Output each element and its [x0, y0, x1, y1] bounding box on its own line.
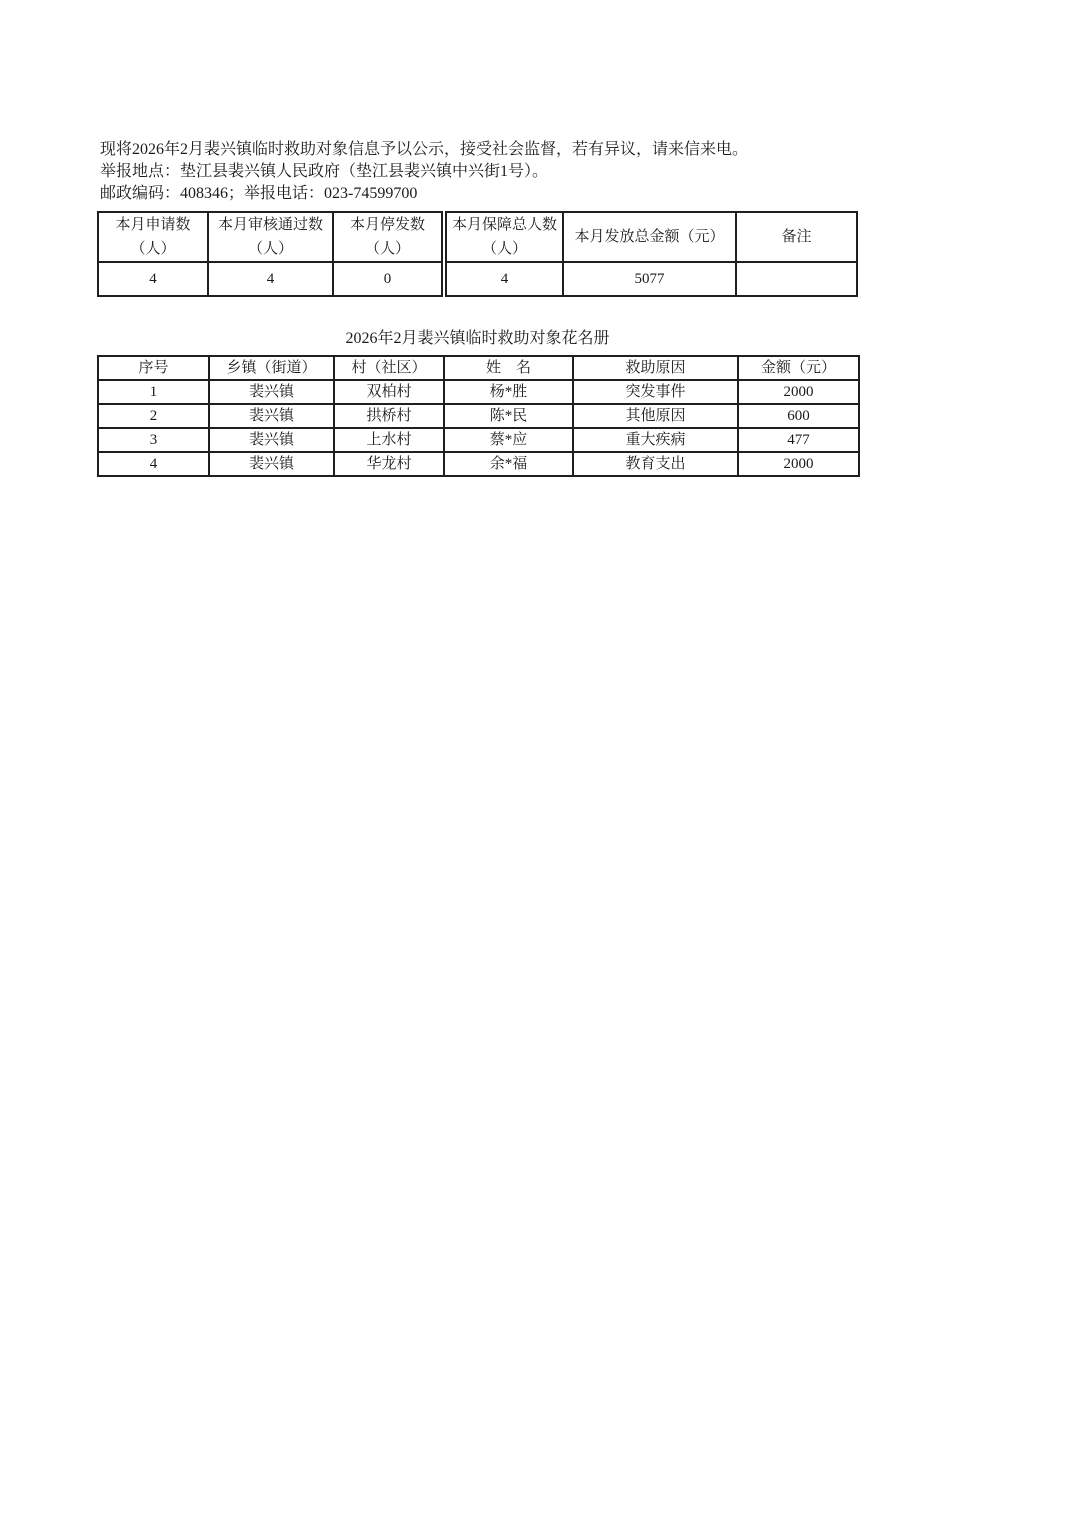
roster-cell-reason: 重大疾病: [573, 428, 738, 452]
summary-value-remarks: [736, 262, 857, 296]
roster-header-row: [98, 356, 859, 380]
roster-title: 2026年2月裴兴镇临时救助对象花名册: [345, 330, 610, 347]
roster-row: [98, 452, 859, 476]
roster-row: [98, 428, 859, 452]
summary-header-row: [98, 212, 857, 262]
roster-cell-town: 裴兴镇: [209, 428, 334, 452]
roster-row: [98, 380, 859, 404]
summary-header-total-amount: 本月发放总金额（元）: [563, 212, 736, 262]
roster-header-town: 乡镇（街道）: [209, 356, 334, 380]
summary-header-applied: 本月申请数（人）: [98, 212, 208, 262]
roster-header-village: 村（社区）: [334, 356, 444, 380]
summary-table: [97, 211, 858, 297]
roster-cell-amount: 477: [738, 428, 859, 452]
roster-cell-amount: 2000: [738, 452, 859, 476]
roster-cell-name: 余*福: [444, 452, 573, 476]
roster-cell-village: 拱桥村: [334, 404, 444, 428]
roster-cell-name: 蔡*应: [444, 428, 573, 452]
summary-value-row: [98, 262, 857, 296]
summary-header-remarks: 备注: [736, 212, 857, 262]
summary-value-approved: 4: [208, 262, 333, 296]
roster-cell-town: 裴兴镇: [209, 452, 334, 476]
roster-cell-town: 裴兴镇: [209, 404, 334, 428]
roster-cell-name: 陈*民: [444, 404, 573, 428]
roster-cell-index: 1: [98, 380, 209, 404]
roster-cell-reason: 其他原因: [573, 404, 738, 428]
roster-cell-town: 裴兴镇: [209, 380, 334, 404]
summary-value-total-people: 4: [444, 262, 563, 296]
notice-line-report-address: 举报地点：垫江县裴兴镇人民政府（垫江县裴兴镇中兴街1号）。: [100, 163, 549, 180]
summary-header-stopped: 本月停发数（人）: [333, 212, 444, 262]
roster-cell-name: 杨*胜: [444, 380, 573, 404]
roster-cell-reason: 教育支出: [573, 452, 738, 476]
roster-table: [97, 355, 860, 477]
summary-value-stopped: 0: [333, 262, 444, 296]
summary-value-total-amount: 5077: [563, 262, 736, 296]
roster-header-amount: 金额（元）: [738, 356, 859, 380]
summary-header-total-people: 本月保障总人数（人）: [444, 212, 563, 262]
roster-row: [98, 404, 859, 428]
roster-header-index: 序号: [98, 356, 209, 380]
roster-cell-village: 华龙村: [334, 452, 444, 476]
notice-line-postcode-phone: 邮政编码：408346；举报电话：023-74599700: [100, 185, 418, 202]
notice-line-announcement: 现将2026年2月裴兴镇临时救助对象信息予以公示，接受社会监督，若有异议，请来信来电。: [100, 141, 749, 158]
roster-cell-reason: 突发事件: [573, 380, 738, 404]
roster-cell-index: 2: [98, 404, 209, 428]
roster-cell-amount: 600: [738, 404, 859, 428]
summary-header-approved: 本月审核通过数（人）: [208, 212, 333, 262]
notice-paragraph: [100, 139, 748, 205]
roster-cell-index: 4: [98, 452, 209, 476]
summary-value-applied: 4: [98, 262, 208, 296]
roster-header-reason: 救助原因: [573, 356, 738, 380]
roster-cell-village: 上水村: [334, 428, 444, 452]
roster-header-name: 姓 名: [444, 356, 573, 380]
roster-cell-index: 3: [98, 428, 209, 452]
roster-cell-village: 双柏村: [334, 380, 444, 404]
roster-cell-amount: 2000: [738, 380, 859, 404]
